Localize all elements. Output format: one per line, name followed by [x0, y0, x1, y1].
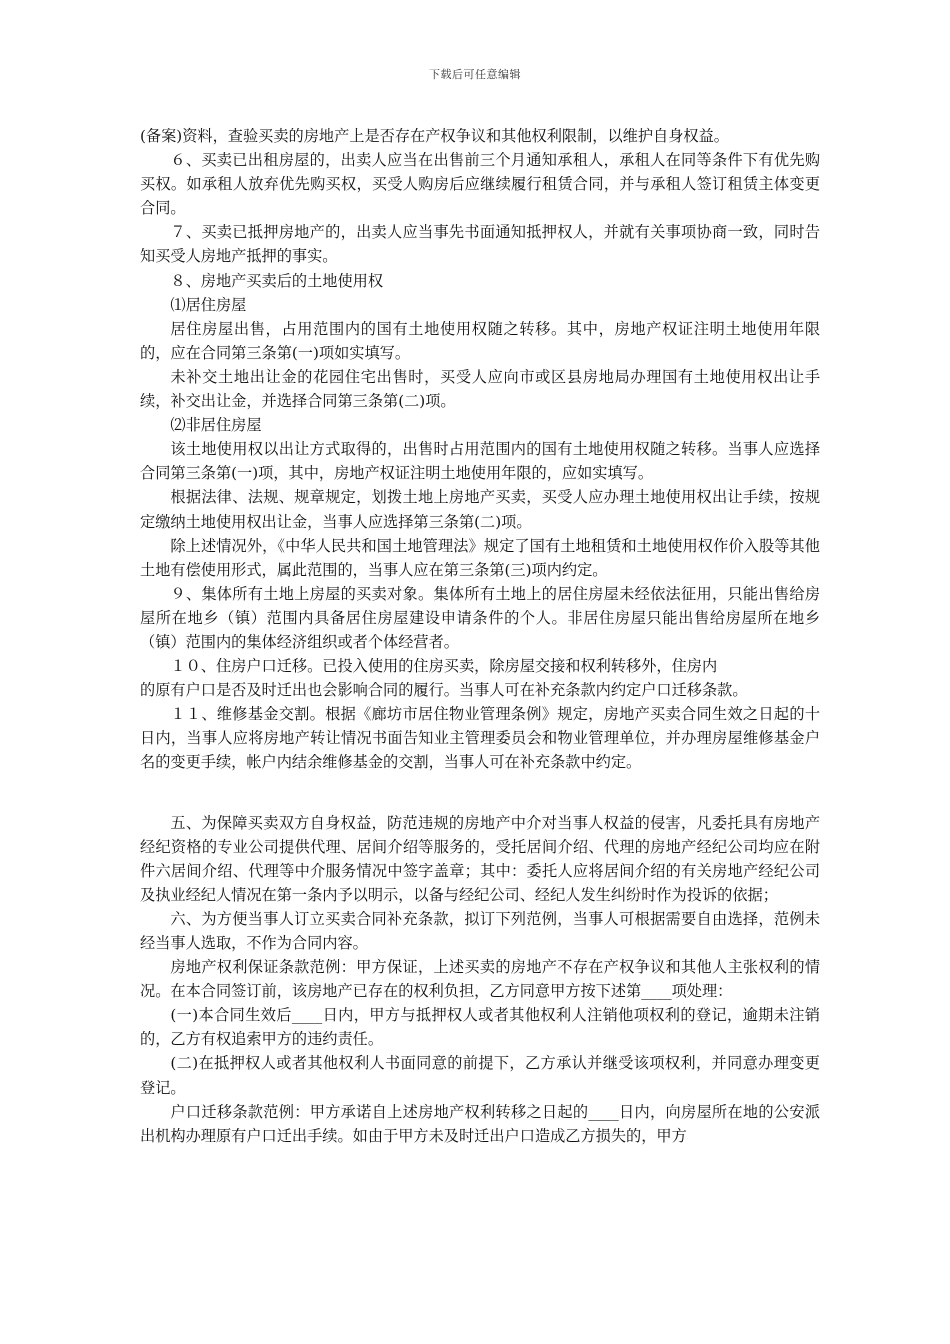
paragraph: ９、集体所有土地上房屋的买卖对象。集体所有土地上的居住房屋未经依法征用，只能出售给房屋所在地乡（镇）范围内具备居住房屋建设申请条件的个人。非居住房屋只能出售给房屋所在地乡（镇）范围内的集体经济组织或者个体经营者。 [140, 584, 820, 651]
section-heading: ８、房地产买卖后的土地使用权 [170, 271, 384, 290]
paragraph: (一)本合同生效后____日内，甲方与抵押权人或者其他权利人注销他项权利的登记，逾期未注销的，乙方有权追索甲方的违约责任。 [140, 1006, 820, 1049]
paragraph: 房地产权利保证条款范例：甲方保证，上述买卖的房地产不存在产权争议和其他人主张权利的情况。在本合同签订前，该房地产已存在的权利负担，乙方同意甲方按下述第____项处理： [140, 958, 820, 1001]
paragraph: (二)在抵押权人或者其他权利人书面同意的前提下，乙方承认并继受该项权利，并同意办理变更登记。 [140, 1054, 820, 1097]
paragraph: (备案)资料，查验买卖的房地产上是否存在产权争议和其他权利限制，以维护自身权益。 [140, 127, 729, 145]
paragraph-gap [140, 775, 820, 811]
paragraph: ６、买卖已出租房屋的，出卖人应当在出售前三个月通知承租人，承租人在同等条件下有优先购买权。如承租人放弃优先购买权，买受人购房后应继续履行租赁合同，并与承租人签订租赁主体变更合同。 [140, 151, 820, 218]
page-header: 下载后可任意编辑 [429, 68, 521, 81]
paragraph: １０、住房户口迁移。已投入使用的住房买卖，除房屋交接和权利转移外，住房内 [170, 657, 718, 676]
document-body [140, 124, 820, 1148]
paragraph: 户口迁移条款范例：甲方承诺自上述房地产权利转移之日起的____日内，向房屋所在地的公安派出机构办理原有户口迁出手续。如由于甲方未及时迁出户口造成乙方损失的，甲方 [140, 1102, 820, 1145]
subsection-heading: ⑴居住房屋 [170, 295, 247, 314]
paragraph: 未补交土地出让金的花园住宅出售时，买受人应向市或区县房地局办理国有土地使用权出让手续，补交出让金，并选择合同第三条第(二)项。 [140, 367, 820, 411]
paragraph: 五、为保障买卖双方自身权益，防范违规的房地产中介对当事人权益的侵害，凡委托具有房地产经纪资格的专业公司提供代理、居间介绍等服务的，受托居间介绍、代理的房地产经纪公司均应在附件六居间介绍、代理等中介服务情况中签字盖章；其中：委托人应将居间介绍的有关房地产经纪公司及执业经纪人情况在第一条内予以明示，以备与经纪公司、经纪人发生纠纷时作为投诉的依据； [140, 813, 820, 904]
paragraph: 居住房屋出售，占用范围内的国有土地使用权随之转移。其中，房地产权证注明土地使用年限的，应在合同第三条第(一)项如实填写。 [140, 319, 820, 362]
paragraph: 的原有户口是否及时迁出也会影响合同的履行。当事人可在补充条款内约定户口迁移条款。 [140, 681, 748, 700]
subsection-heading: ⑵非居住房屋 [170, 416, 262, 435]
paragraph: 根据法律、法规、规章规定，划拨土地上房地产买卖，买受人应办理土地使用权出让手续，按规定缴纳土地使用权出让金，当事人应选择第三条第(二)项。 [140, 488, 820, 531]
paragraph: 除上述情况外，《中华人民共和国土地管理法》规定了国有土地租赁和土地使用权作价入股等其他土地有偿使用形式，属此范围的，当事人应在第三条第(三)项内约定。 [140, 536, 820, 579]
paragraph: ７、买卖已抵押房地产的，出卖人应当事先书面通知抵押权人，并就有关事项协商一致，同时告知买受人房地产抵押的事实。 [140, 223, 820, 266]
paragraph: 六、为方便当事人订立买卖合同补充条款，拟订下列范例，当事人可根据需要自由选择，范例未经当事人选取，不作为合同内容。 [140, 909, 820, 952]
paragraph: 该土地使用权以出让方式取得的，出售时占用范围内的国有土地使用权随之转移。当事人应选择合同第三条第(一)项，其中，房地产权证注明土地使用年限的，应如实填写。 [140, 440, 820, 483]
paragraph: １１、维修基金交割。根据《廊坊市居住物业管理条例》规定，房地产买卖合同生效之日起的十日内，当事人应将房地产转让情况书面告知业主管理委员会和物业管理单位，并办理房屋维修基金户名的变更手续，帐户内结余维修基金的交割，当事人可在补充条款中约定。 [140, 705, 820, 772]
